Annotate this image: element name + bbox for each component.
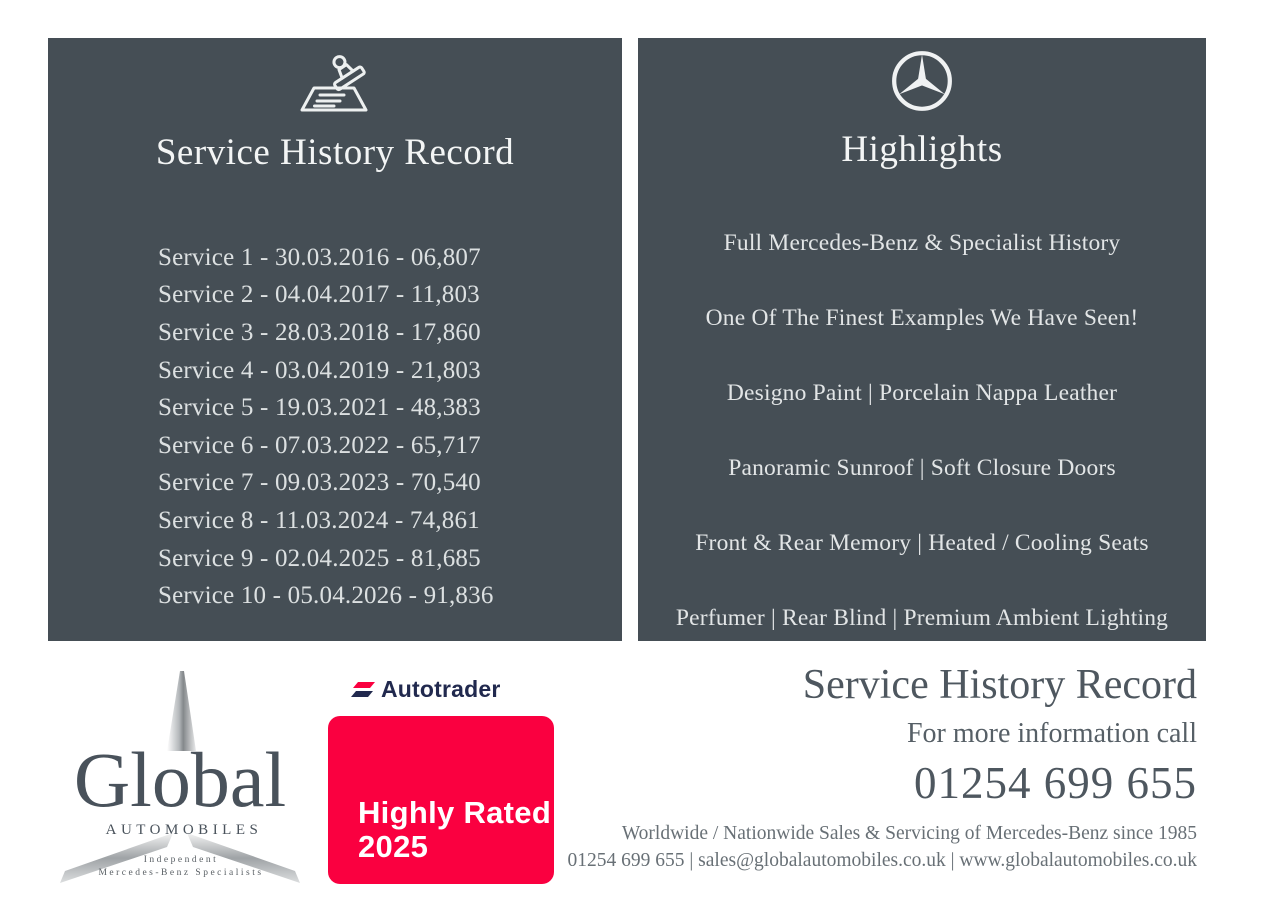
brand-tagline-2: Mercedes-Benz Specialists: [98, 868, 264, 878]
badge-line-2: 2025: [358, 829, 429, 864]
service-entry: Service 6 - 07.03.2022 - 65,717: [158, 431, 481, 459]
autotrader-icon: [349, 681, 375, 698]
brand-tagline-1: Independent: [143, 855, 219, 865]
contact-block: [537, 660, 1197, 872]
highlight-item: Perfumer | Rear Blind | Premium Ambient Lighting: [675, 604, 1169, 631]
highly-rated-badge: [328, 716, 554, 884]
highlight-item: Front & Rear Memory | Heated / Cooling Seats: [695, 529, 1149, 556]
brand-word: AUTOMOBILES: [105, 822, 263, 838]
highlights-list: [638, 228, 1206, 633]
stamp-icon: [296, 52, 374, 116]
contact-title: Service History Record: [802, 662, 1197, 708]
highlight-item: Panoramic Sunroof | Soft Closure Doors: [728, 454, 1116, 481]
service-history-panel: [48, 38, 622, 641]
service-entry: Service 1 - 30.03.2016 - 06,807: [158, 243, 481, 271]
service-list: [48, 239, 494, 615]
service-entry: Service 7 - 09.03.2023 - 70,540: [158, 469, 481, 497]
contact-tagline: Worldwide / Nationwide Sales & Servicing of Mercedes-Benz since 1985: [621, 823, 1197, 844]
highlight-item: Designo Paint | Porcelain Nappa Leather: [726, 379, 1118, 406]
service-entry: Service 4 - 03.04.2019 - 21,803: [158, 356, 481, 384]
mercedes-star-icon: [889, 49, 955, 113]
service-entry: Service 2 - 04.04.2017 - 11,803: [158, 281, 480, 309]
global-automobiles-logo: [55, 663, 305, 896]
autotrader-wordmark: Autotrader: [381, 676, 501, 702]
contact-call-label: For more information call: [906, 718, 1197, 749]
service-entry: Service 3 - 28.03.2018 - 17,860: [158, 318, 481, 346]
contact-details: 01254 699 655 | sales@globalautomobiles.co.uk | www.globalautomobiles.co.uk: [567, 850, 1197, 871]
service-entry: Service 10 - 05.04.2026 - 91,836: [158, 582, 494, 610]
service-history-title: Service History Record: [155, 132, 515, 173]
contact-phone-number: 01254 699 655: [914, 758, 1197, 808]
service-entry: Service 9 - 02.04.2025 - 81,685: [158, 544, 481, 572]
highlight-item: Full Mercedes-Benz & Specialist History: [723, 229, 1121, 256]
highlights-panel: [638, 38, 1206, 641]
brand-name: Global: [73, 736, 287, 823]
badge-line-1: Highly Rated: [358, 795, 552, 830]
service-entry: Service 5 - 19.03.2021 - 48,383: [158, 394, 481, 422]
highlights-title: Highlights: [841, 129, 1003, 170]
highlight-item: One Of The Finest Examples We Have Seen!: [705, 304, 1139, 331]
service-entry: Service 8 - 11.03.2024 - 74,861: [158, 506, 480, 534]
autotrader-logo: [349, 676, 501, 703]
